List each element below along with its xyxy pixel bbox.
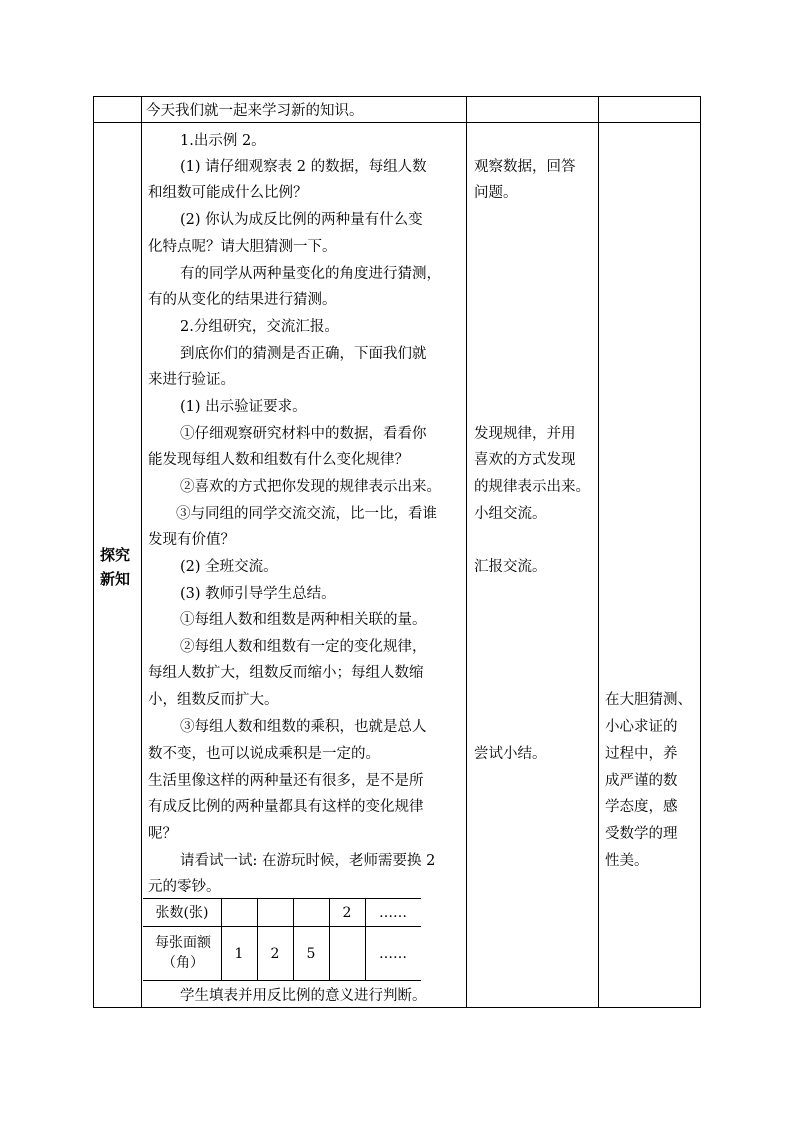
teacher-line: (3) 教师引导学生总结。 (180, 586, 336, 602)
teacher-line: 小，组数反而扩大。 (148, 692, 279, 708)
teacher-line: ②喜欢的方式把你发现的规律表示出来。 (180, 479, 441, 495)
teacher-line: 请看试一试: 在游玩时候，老师需要换 2 (180, 853, 436, 869)
change-table-col (257, 898, 258, 980)
teacher-line: 化特点呢？请大胆猜测一下。 (148, 239, 337, 255)
teacher-line: 到底你们的猜测是否正确，下面我们就 (180, 346, 427, 362)
table-col-divider-2 (466, 96, 467, 1008)
teacher-line: 2.分组研究，交流汇报。 (180, 319, 339, 335)
intent-line: 性美。 (605, 853, 649, 869)
table-row-divider (93, 122, 701, 123)
teacher-line: 元的零钞。 (148, 879, 221, 895)
change-table-cell: …… (379, 946, 407, 962)
teacher-line: 1.出示例 2。 (180, 133, 266, 149)
student-line: 汇报交流。 (474, 559, 547, 575)
section-title-line2: 新知 (100, 570, 131, 588)
student-line: 发现规律，并用 (474, 426, 576, 442)
teacher-line: ③与同组的同学交流交流，比一比，看谁 (176, 506, 437, 522)
change-table-cell: …… (379, 905, 407, 921)
change-table-col (221, 898, 222, 980)
change-table-bottom (143, 980, 421, 981)
change-table-mid (143, 926, 421, 927)
teacher-line: 数不变，也可以说成乘积是一定的。 (148, 746, 380, 762)
teacher-line: (2) 你认为成反比例的两种量有什么变 (180, 212, 423, 228)
intro-sentence: 今天我们就一起来学习新的知识。 (146, 103, 364, 119)
teacher-line: ①仔细观察研究材料中的数据，看看你 (180, 426, 427, 442)
table-border-top (93, 96, 701, 97)
teacher-line: 生活里像这样的两种量还有很多，是不是所 (148, 773, 424, 789)
change-table-top (143, 898, 421, 899)
intent-line: 过程中，养 (605, 746, 678, 762)
change-table-cell: 2 (342, 905, 352, 921)
teacher-line: 有成反比例的两种量都具有这样的变化规律 (148, 799, 424, 815)
change-table-cell: 5 (306, 946, 316, 962)
intent-line: 学态度，感 (605, 799, 678, 815)
change-table-col (293, 898, 294, 980)
section-title-line1: 探究 (100, 546, 131, 564)
teacher-line: ②每组人数和组数有一定的变化规律， (180, 639, 427, 655)
intent-line: 受数学的理 (605, 826, 678, 842)
teacher-line: 学生填表并用反比例的意义进行判断。 (180, 988, 427, 1004)
table-col-divider-1 (141, 96, 142, 1008)
table-col-divider-3 (598, 96, 599, 1008)
intent-line: 成严谨的数 (605, 773, 678, 789)
teacher-line: 能发现每组人数和组数有什么变化规律？ (148, 452, 409, 468)
teacher-line: 呢？ (148, 826, 177, 842)
teacher-line: 和组数可能成什么比例？ (148, 185, 308, 201)
student-line: 尝试小结。 (474, 746, 547, 762)
intent-line: 在大胆猜测、 (605, 692, 692, 708)
student-line: 小组交流。 (474, 506, 547, 522)
student-line: 的规律表示出来。 (474, 479, 590, 495)
change-table-cell: 2 (270, 946, 280, 962)
intent-line: 小心求证的 (605, 719, 678, 735)
teacher-line: 每组人数扩大，组数反而缩小；每组人数缩 (148, 665, 424, 681)
teacher-line: 发现有价值？ (148, 532, 235, 548)
change-table-row1-label: 张数(张) (155, 905, 209, 921)
teacher-line: 有的同学从两种量变化的角度进行猜测， (180, 266, 441, 282)
teacher-line: (2) 全班交流。 (180, 559, 278, 575)
table-border-left (93, 96, 94, 1008)
change-table-cell: 1 (234, 946, 244, 962)
teacher-line: (1) 出示验证要求。 (180, 399, 307, 415)
teacher-line: 有的从变化的结果进行猜测。 (148, 292, 337, 308)
table-border-right (700, 96, 701, 1008)
teacher-line: ①每组人数和组数是两种相关联的量。 (180, 612, 427, 628)
change-table-row2-label: 每张面额（角） (155, 935, 211, 971)
teacher-line: 来进行验证。 (148, 372, 235, 388)
student-line: 观察数据，回答 (474, 159, 576, 175)
student-line: 喜欢的方式发现 (474, 452, 576, 468)
table-border-bottom (93, 1007, 701, 1008)
teacher-line: (1) 请仔细观察表 2 的数据，每组人数 (180, 159, 427, 175)
student-line: 问题。 (474, 185, 518, 201)
teacher-line: ③每组人数和组数的乘积，也就是总人 (180, 719, 427, 735)
